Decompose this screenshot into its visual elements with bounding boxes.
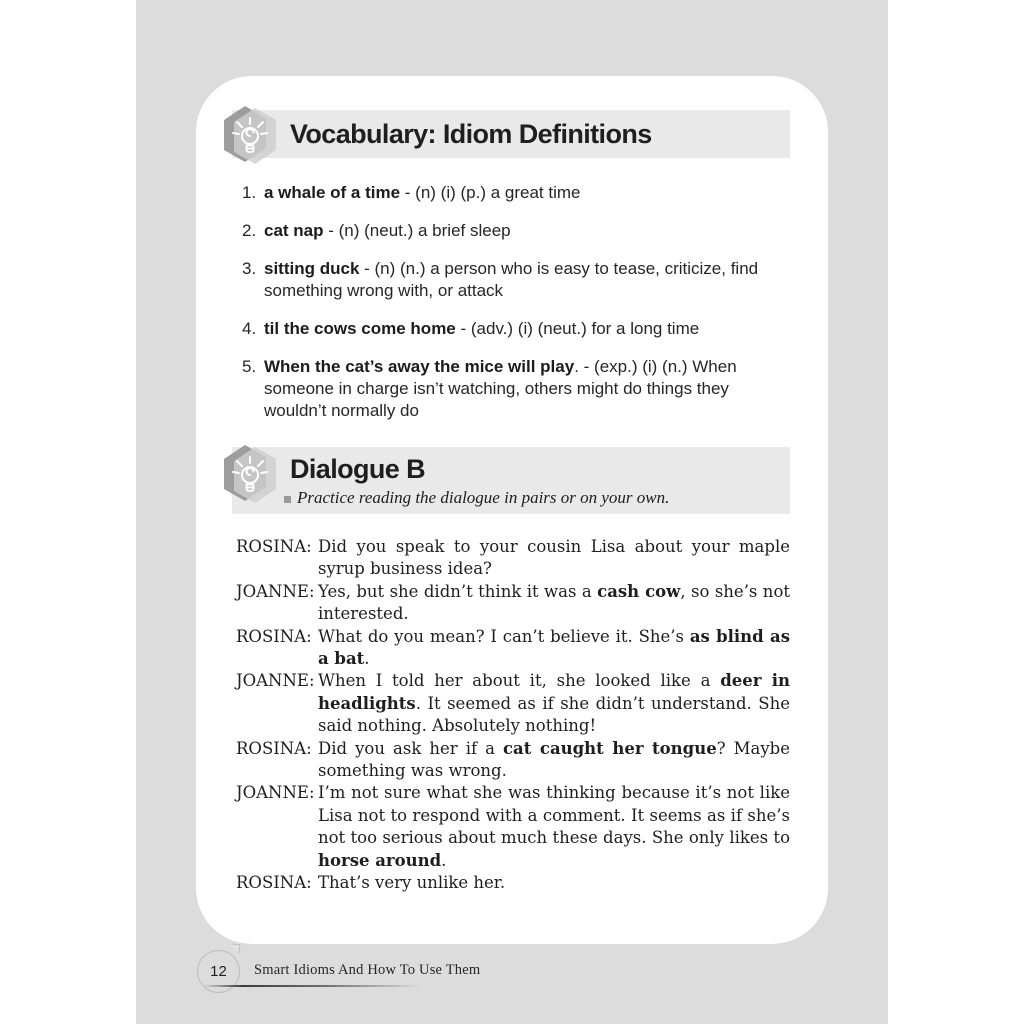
item-number: 5. bbox=[242, 357, 257, 376]
page-number: 12 bbox=[210, 963, 227, 980]
speech-text: When I told her about it, she looked like a deer in headlights. It seemed as if she didn’t understand. She said nothing. Absolutely nothing! bbox=[318, 671, 790, 736]
book-title: Smart Idioms And How To Use Them bbox=[254, 962, 481, 978]
vocabulary-section-header bbox=[232, 110, 790, 158]
idiom-term: cat nap bbox=[264, 221, 324, 240]
idiom-definition: - (n) (i) (p.) a great time bbox=[400, 183, 581, 202]
vocab-item bbox=[242, 318, 790, 340]
content-card bbox=[196, 76, 828, 944]
dialogue-title: Dialogue B bbox=[290, 454, 426, 484]
dialogue-line bbox=[236, 626, 790, 671]
dialogue-line bbox=[236, 536, 790, 581]
speech-text: That’s very unlike her. bbox=[318, 873, 506, 893]
item-number: 2. bbox=[242, 221, 257, 240]
speaker-label: JOANNE: bbox=[236, 783, 315, 803]
vocab-item bbox=[242, 356, 790, 422]
idiom-definition: . - (exp.) (i) (n.) When someone in charge isn’t watching, others might do things they wouldn’t normally do bbox=[264, 357, 737, 420]
idiom-definition: - (adv.) (i) (neut.) for a long time bbox=[455, 319, 700, 338]
vocab-list bbox=[242, 182, 790, 438]
dialogue-line bbox=[236, 738, 790, 783]
idiom-text bbox=[264, 220, 790, 242]
dialogue-line bbox=[236, 670, 790, 737]
speaker-label: ROSINA: bbox=[236, 873, 312, 893]
vocabulary-title: Vocabulary: Idiom Definitions bbox=[290, 119, 652, 149]
speech-text: Yes, but she didn’t think it was a cash cow, so she’s not interested. bbox=[318, 581, 791, 624]
square-bullet-icon bbox=[284, 496, 291, 503]
idiom-definition: - (n) (neut.) a brief sleep bbox=[323, 221, 511, 240]
dialogue-section-header bbox=[232, 447, 790, 514]
speaker-label: ROSINA: bbox=[236, 537, 312, 556]
idiom-term: sitting duck bbox=[264, 259, 360, 278]
idiom-term: When the cat’s away the mice will play bbox=[264, 357, 575, 376]
item-number: 3. bbox=[242, 259, 257, 278]
dialogue-line bbox=[236, 782, 790, 872]
speaker-label: ROSINA: bbox=[236, 738, 312, 758]
idiom-term: a whale of a time bbox=[264, 183, 401, 202]
vocab-item bbox=[242, 182, 790, 204]
idiom-text bbox=[264, 258, 790, 302]
speech-text: Did you ask her if a cat caught her tongue? Maybe something was wrong. bbox=[318, 738, 790, 781]
lightbulb-icon bbox=[221, 105, 279, 165]
item-number: 1. bbox=[242, 183, 257, 202]
idiom-text bbox=[264, 318, 790, 340]
idiom-term: til the cows come home bbox=[264, 319, 456, 338]
speaker-label: JOANNE: bbox=[236, 581, 315, 601]
speaker-label: JOANNE: bbox=[236, 671, 315, 691]
speaker-label: ROSINA: bbox=[236, 626, 312, 646]
idiom-text bbox=[264, 356, 790, 422]
speech-text: Did you speak to your cousin Lisa about your maple syrup business idea? bbox=[318, 537, 790, 579]
dialogue-instruction bbox=[232, 488, 790, 508]
idiom-text bbox=[264, 182, 790, 204]
idiom-definition: - (n) (n.) a person who is easy to tease, criticize, find something wrong with, or attack bbox=[264, 259, 759, 300]
item-number: 4. bbox=[242, 319, 257, 338]
speech-text: I’m not sure what she was thinking because it’s not like Lisa not to respond with a comment. It seems as if she’s not too serious about much these days. She only likes to horse around. bbox=[318, 783, 790, 870]
dialogue-lines bbox=[236, 536, 790, 895]
vocab-item bbox=[242, 258, 790, 302]
lightbulb-icon bbox=[221, 444, 279, 504]
dialogue-line bbox=[236, 872, 790, 894]
dialogue-line bbox=[236, 581, 790, 626]
speech-text: What do you mean? I can’t believe it. She’s as blind as a bat. bbox=[318, 626, 790, 669]
instruction-text: Practice reading the dialogue in pairs or on your own. bbox=[297, 488, 670, 507]
vocab-item bbox=[242, 220, 790, 242]
